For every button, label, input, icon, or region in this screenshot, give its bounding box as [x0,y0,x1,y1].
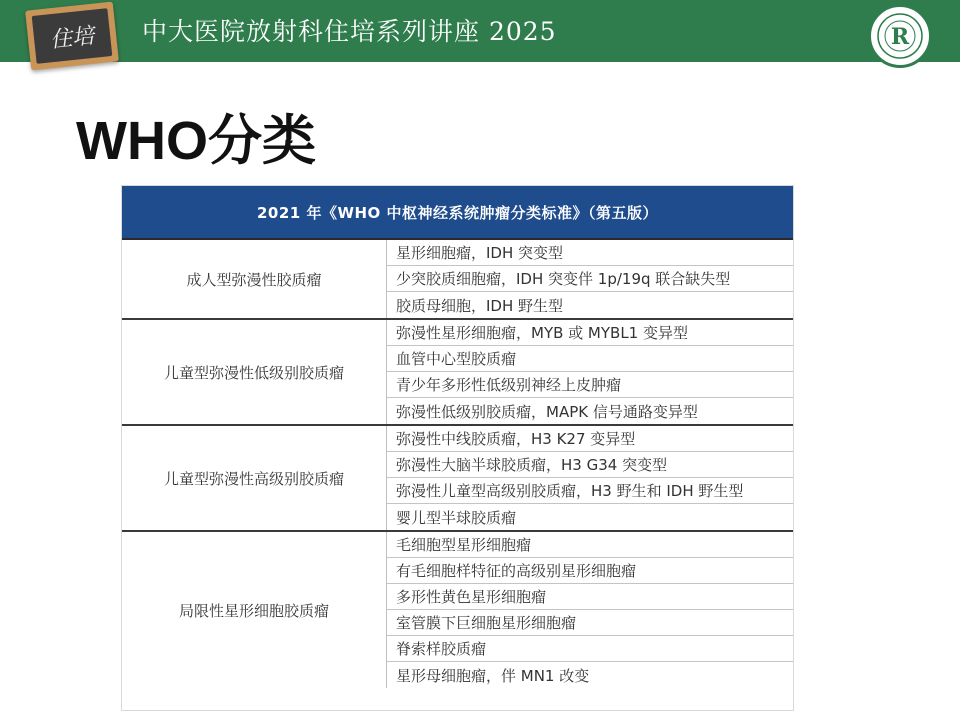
table-row: 多形性黄色星形细胞瘤 [387,584,793,610]
group-label: 儿童型弥漫性高级别胶质瘤 [122,426,387,530]
group-label: 成人型弥漫性胶质瘤 [122,240,387,318]
group-items [387,320,793,424]
table-row: 婴儿型半球胶质瘤 [396,508,517,527]
table-row: 弥漫性中线胶质瘤，H3 K27 变异型 [387,426,793,452]
table-group [122,320,793,426]
group-label: 局限性星形细胞胶质瘤 [122,532,387,688]
table-row: 血管中心型胶质瘤 [387,346,793,372]
table-row: 室管膜下巨细胞星形细胞瘤 [387,610,793,636]
table-row: 青少年多形性低级别神经上皮肿瘤 [387,372,793,398]
chalkboard-badge [25,2,119,71]
table-row: 少突胶质细胞瘤，IDH 突变伴 1p/19q 联合缺失型 [387,266,793,292]
table-row: 有毛细胞样特征的高级别星形细胞瘤 [387,558,793,584]
table-group [122,426,793,532]
table-row: 星形细胞瘤，IDH 突变型 [387,240,793,266]
lecture-series-title: 中大医院放射科住培系列讲座 2025 [142,17,557,46]
table-row: 脊索样胶质瘤 [387,636,793,662]
table-row: 毛细胞型星形细胞瘤 [387,532,793,558]
table-group [122,532,793,688]
table-row: 弥漫性儿童型高级别胶质瘤，H3 野生和 IDH 野生型 [387,478,793,504]
logo-letter: R [890,24,910,50]
group-items [387,426,793,530]
group-label: 儿童型弥漫性低级别胶质瘤 [122,320,387,424]
table-row: 星形母细胞瘤，伴 MN1 改变 [396,666,590,685]
group-items [387,240,793,318]
badge-text: 住培 [32,8,113,64]
table-row: 胶质母细胞，IDH 野生型 [396,296,564,315]
logo-emblem-icon [871,7,929,65]
table-group [122,240,793,320]
header-banner [0,0,960,62]
table-row: 弥漫性星形细胞瘤，MYB 或 MYBL1 变异型 [387,320,793,346]
table-row: 弥漫性低级别胶质瘤，MAPK 信号通路变异型 [396,402,698,421]
group-items [387,532,793,688]
table-row: 弥漫性大脑半球胶质瘤，H3 G34 突变型 [387,452,793,478]
page-title: WHO分类 [76,111,316,171]
classification-table [122,186,793,710]
table-heading: 2021 年《WHO 中枢神经系统肿瘤分类标准》（第五版） [122,186,793,240]
hospital-logo [868,4,932,68]
